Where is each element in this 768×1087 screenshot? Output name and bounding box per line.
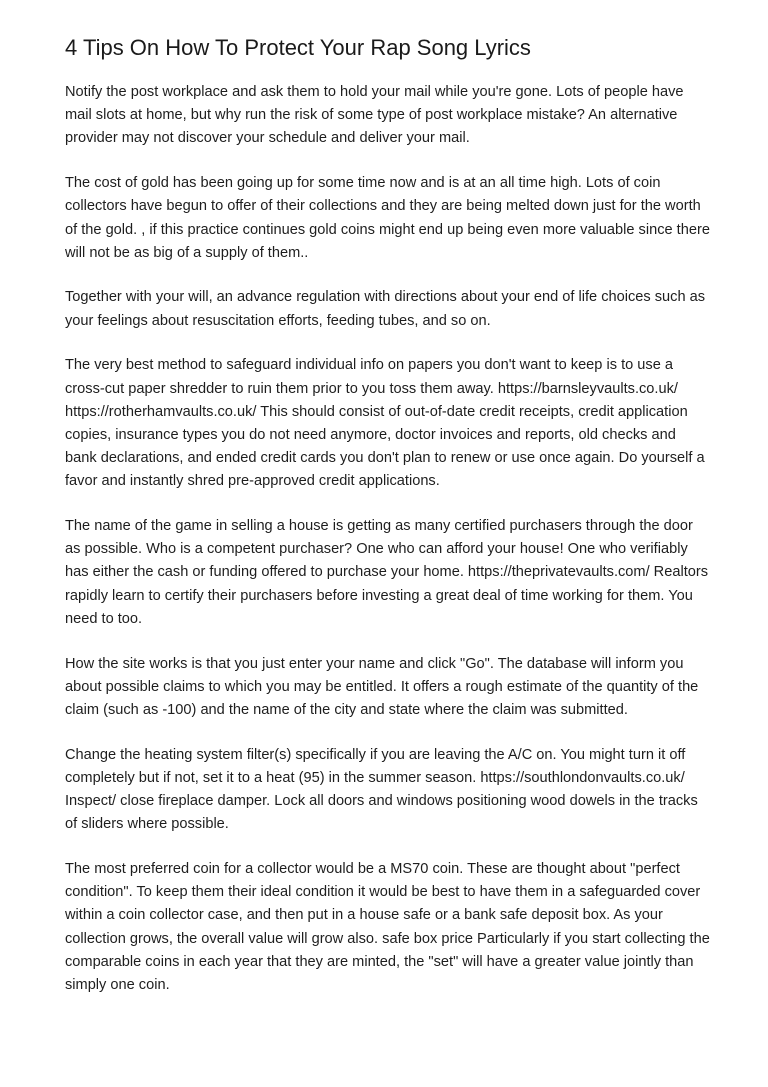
paragraph-4: The very best method to safeguard individual info on papers you don't want to keep is to use a cross-cut paper shredder to ruin them prior to you toss them away. https://barnsleyvaults.co.uk/ https://rotherhamvaults.co.uk/ This should consist of out-of-date credit receipts, credit application copies, insurance types you do not need anymore, doctor invoices and reports, old checks and bank declarations, and ended credit cards you don't plan to renew or use once again. Do yourself a favor and instantly shred pre-approved credit applications. — [65, 357, 705, 490]
paragraph-2: The cost of gold has been going up for some time now and is at an all time high. Lots of coin collectors have begun to offer of their collections and they are being melted down just for the worth of the gold. , if this practice continues gold coins might end up being even more valuable since there will not be as big of a supply of them.. — [65, 175, 710, 261]
paragraph-6: How the site works is that you just enter your name and click "Go". The database will inform you about possible claims to which you may be entitled. It offers a rough estimate of the quantity of the claim (such as -100) and the name of the city and state where the claim was submitted. — [65, 655, 699, 718]
document-page — [65, 32, 710, 1019]
paragraph-8: The most preferred coin for a collector would be a MS70 coin. These are thought about "perfect condition". To keep them their ideal condition it would be best to have them in a safeguarded cover within a coin collector case, and then put in a house safe or a bank safe deposit box. As your collection grows, the overall value will grow also. safe box price Particularly if you start collecting the comparable coins in each year that they are minted, the "set" will have a greater value jointly than simply one coin. — [65, 860, 710, 993]
paragraph-7: Change the heating system filter(s) specifically if you are leaving the A/C on. You might turn it off completely but if not, set it to a heat (95) in the summer season. https://southlondonvaults.co.uk/ Inspect/ close fireplace damper. Lock all doors and windows positioning wood dowels in the tracks of sliders where possible. — [65, 746, 698, 833]
paragraph-3: Together with your will, an advance regulation with directions about your end of life choices such as your feelings about resuscitation efforts, feeding tubes, and so on. — [65, 289, 706, 329]
paragraph-1: Notify the post workplace and ask them to hold your mail while you're gone. Lots of people have mail slots at home, but why run the risk of some type of post workplace mistake? An alternative provider may not discover your schedule and deliver your mail. — [65, 84, 684, 147]
paragraph-5: The name of the game in selling a house is getting as many certified purchasers through the door as possible. Who is a competent purchaser? One who can afford your house! One who verifiably has either the cash or funding offered to purchase your home. https://theprivatevaults.com/ Realtors rapidly learn to certify their purchasers before investing a great deal of time working for them. You need to too. — [65, 518, 709, 627]
page-title: 4 Tips On How To Protect Your Rap Song Lyrics — [65, 35, 531, 60]
